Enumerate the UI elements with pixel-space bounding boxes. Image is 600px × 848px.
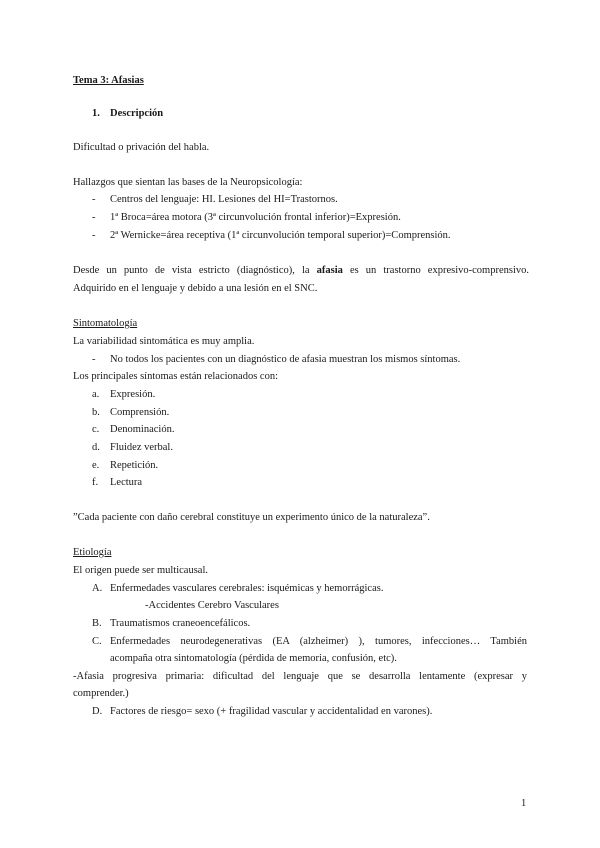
symptom-item: Repetición. bbox=[110, 460, 159, 471]
symptoms-main: Los principales síntomas están relacionados con: bbox=[73, 371, 278, 382]
findings-intro: Hallazgos que sientan las bases de la Neuropsicología: bbox=[73, 177, 303, 188]
symptom-marker: a. bbox=[92, 389, 100, 400]
etiology-marker: C. bbox=[92, 636, 102, 647]
symptoms-heading: Sintomatología bbox=[73, 318, 138, 329]
list-bullet-dash: - bbox=[92, 212, 96, 223]
afasia-term: afasia bbox=[316, 265, 343, 276]
symptom-item: Comprensión. bbox=[110, 407, 170, 418]
etiology-intro: El origen puede ser multicausal. bbox=[73, 565, 208, 576]
findings-item: 2ª Wernicke=área receptiva (1ª circunvolución temporal superior)=Comprensión. bbox=[110, 230, 451, 241]
strict-view-line-2: Adquirido en el lenguaje y debido a una lesión en el SNC. bbox=[73, 283, 318, 294]
strict-view-after: es un trastorno expresivo-comprensivo. bbox=[342, 265, 529, 276]
strict-view-before: Desde un punto de vista estricto (diagnóstico), la bbox=[73, 265, 317, 276]
page-number: 1 bbox=[521, 798, 527, 809]
etiology-subitem: -Accidentes Cerebro Vasculares bbox=[145, 600, 279, 611]
findings-item: 1ª Broca=área motora (3ª circunvolución frontal inferior)=Expresión. bbox=[110, 212, 401, 223]
etiology-item-continuation: acompaña otra sintomatología (pérdida de memoria, confusión, etc). bbox=[110, 653, 397, 664]
ppa-paragraph-line: -Afasia progresiva primaria: dificultad del lenguaje que se desarrolla lentamente (expresar y bbox=[73, 671, 527, 682]
etiology-heading: Etiología bbox=[73, 547, 112, 558]
symptoms-intro: La variabilidad sintomática es muy amplia. bbox=[73, 336, 255, 347]
symptom-marker: b. bbox=[92, 407, 100, 418]
symptom-marker: e. bbox=[92, 460, 100, 471]
symptom-item: Lectura bbox=[110, 477, 143, 488]
list-bullet-dash: - bbox=[92, 354, 96, 365]
findings-item: Centros del lenguaje: HI. Lesiones del HI=Trastornos. bbox=[110, 194, 338, 205]
list-bullet-dash: - bbox=[92, 194, 96, 205]
symptoms-note: No todos los pacientes con un diagnóstico de afasia muestran los mismos síntomas. bbox=[110, 354, 461, 365]
etiology-marker: B. bbox=[92, 618, 102, 629]
etiology-item: Enfermedades neurodegenerativas (EA (alzheimer) ), tumores, infecciones… También bbox=[110, 636, 527, 647]
symptom-marker: d. bbox=[92, 442, 100, 453]
symptom-item: Expresión. bbox=[110, 389, 156, 400]
list-bullet-dash: - bbox=[92, 230, 96, 241]
ppa-paragraph-line-2: comprender.) bbox=[73, 688, 129, 699]
etiology-item: Enfermedades vasculares cerebrales: isquémicas y hemorrágicas. bbox=[110, 583, 384, 594]
etiology-marker: D. bbox=[92, 706, 103, 717]
symptom-marker: f. bbox=[92, 477, 99, 488]
document-title: Tema 3: Afasias bbox=[73, 75, 144, 86]
symptom-item: Denominación. bbox=[110, 424, 175, 435]
quote-text: ”Cada paciente con daño cerebral constituye un experimento único de la naturaleza”. bbox=[73, 512, 430, 523]
strict-view-line bbox=[73, 264, 529, 277]
definition-text: Dificultad o privación del habla. bbox=[73, 142, 210, 153]
symptom-item: Fluidez verbal. bbox=[110, 442, 173, 453]
etiology-marker: A. bbox=[92, 583, 103, 594]
etiology-item: Factores de riesgo= sexo (+ fragilidad vascular y accidentalidad en varones). bbox=[110, 706, 433, 717]
section-number: 1. bbox=[92, 108, 100, 119]
etiology-item: Traumatismos craneoencefálicos. bbox=[110, 618, 251, 629]
section-title: Descripción bbox=[110, 108, 164, 119]
symptom-marker: c. bbox=[92, 424, 100, 435]
